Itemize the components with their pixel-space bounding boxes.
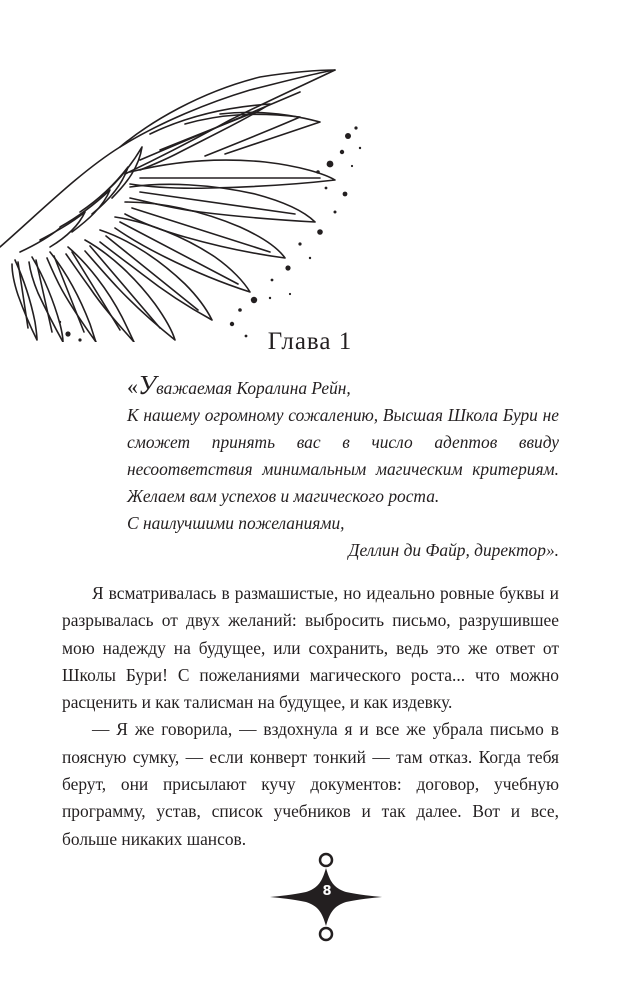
rejection-letter	[127, 372, 559, 564]
letter-closing: С наилучшими пожеланиями,	[127, 513, 345, 533]
wing-illustration-icon	[0, 62, 380, 342]
letter-greeting	[127, 372, 559, 402]
letter-body: К нашему огромному сожалению, Высшая Школа Бури не сможет принять вас в число адептов ввиду несоответствия минимальным магическим критериям. Желаем вам успехов и магического роста.	[127, 405, 559, 506]
chapter-title: Глава 1	[267, 328, 353, 355]
chapter-body	[62, 580, 559, 853]
paragraph: — Я же говорила, — вздохнула я и все же убрала письмо в поясную сумку, — если конверт тонкий — там отказ. Когда тебя берут, они присылают кучу документов: договор, учебную программу, устав, список учебников и так далее. Вот и все, больше никаких шансов.	[62, 719, 559, 849]
page-number: 8	[322, 884, 332, 899]
paragraph: Я всматривалась в размашистые, но идеально ровные буквы и разрывалась от двух желаний: выбросить письмо, разрушившее мою надежду на будущее, или сохранить, ведь это же ответ от Школы Бури! С пожеланиями магического роста... что можно расценить и как талисман на будущее, и как издевку.	[62, 583, 559, 713]
greeting-text: важаемая Коралина Рейн,	[156, 378, 351, 398]
letter-signature: Деллин ди Файр, директор».	[348, 540, 559, 560]
open-quote: «	[127, 374, 138, 399]
drop-cap: У	[138, 370, 157, 400]
